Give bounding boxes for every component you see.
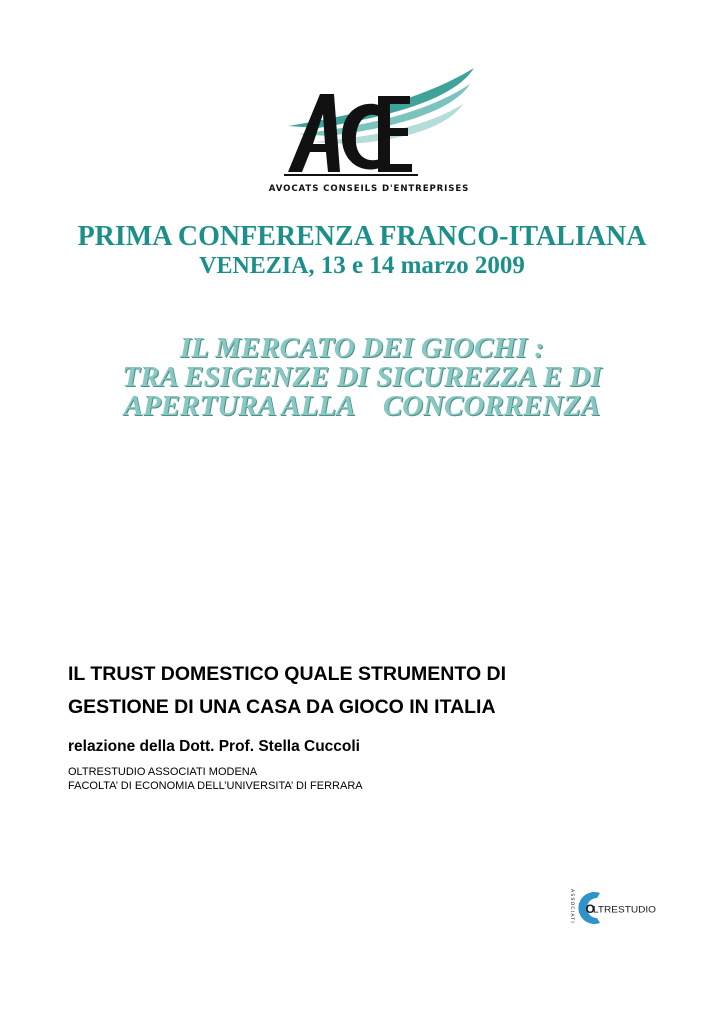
conference-dates: 13 e 14 marzo 2009 [320, 252, 525, 279]
conference-theme [0, 334, 724, 421]
author-affiliations [68, 765, 363, 793]
report-author: relazione della Dott. Prof. Stella Cuccoli [68, 738, 360, 755]
ace-letter-a [288, 94, 340, 172]
affiliation-line: FACOLTA’ DI ECONOMIA DELL’UNIVERSITA’ DI FERRARA [68, 780, 363, 792]
conference-title: PRIMA CONFERENZA FRANCO-ITALIANA [77, 221, 647, 252]
theme-line: IL MERCATO DEI GIOCHI : [179, 332, 545, 364]
conference-date-line [0, 252, 724, 280]
theme-line: APERTURA ALLA CONCORRENZA [123, 390, 601, 422]
oltrestudio-vertical-text: ASSOCIATI [569, 889, 574, 924]
oltrestudio-logo [560, 883, 660, 933]
oltrestudio-wordmark: LTRESTUDIO [593, 904, 656, 915]
ace-logo [258, 64, 480, 202]
theme-line: TRA ESIGENZE DI SICUREZZA E DI [122, 361, 602, 393]
ace-logo-caption: AVOCATS CONSEILS D'ENTREPRISES [268, 184, 470, 194]
affiliation-line: OLTRESTUDIO ASSOCIATI MODENA [68, 766, 258, 778]
report-title [68, 658, 668, 724]
report-title-line: GESTIONE DI UNA CASA DA GIOCO IN ITALIA [68, 696, 496, 718]
ace-underline [284, 174, 418, 176]
report-title-line: IL TRUST DOMESTICO QUALE STRUMENTO DI [68, 663, 507, 685]
conference-city: VENEZIA, [199, 253, 315, 279]
oltrestudio-initial: O [585, 902, 595, 916]
